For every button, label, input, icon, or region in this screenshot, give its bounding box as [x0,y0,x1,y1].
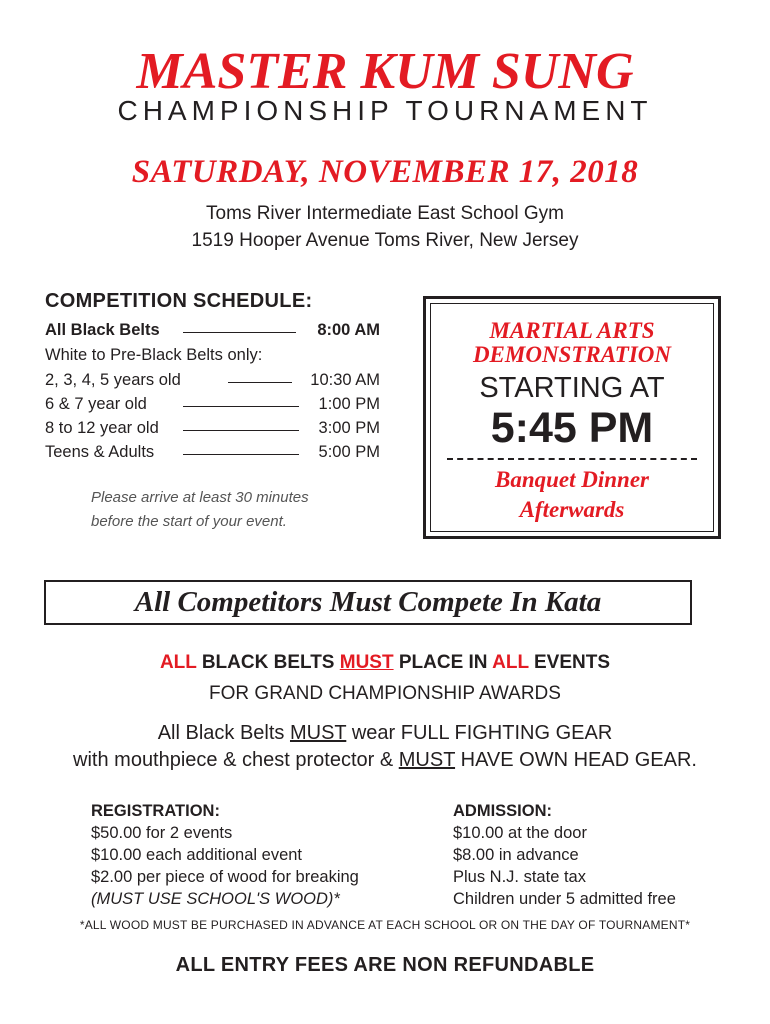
admission-item: $8.00 in advance [453,846,579,864]
admission-section [453,800,676,910]
arrival-note-line: before the start of your event. [91,513,287,530]
schedule-row-label: 8 to 12 year old [45,419,159,437]
arrival-note-line: Please arrive at least 30 minutes [91,489,309,506]
registration-section [91,800,359,910]
schedule-row-label: Teens & Adults [45,443,155,461]
admission-item: $10.00 at the door [453,824,587,842]
gear-must: MUST [289,722,347,744]
wood-purchase-note: *ALL WOOD MUST BE PURCHASED IN ADVANCE AT EACH SCHOOL OR ON THE DAY OF TOURNAMENT* [79,918,691,932]
emphasis-all: ALL [492,652,529,673]
schedule-row-time: 8:00 AM [317,321,380,339]
gear-text: wear FULL FIGHTING GEAR [346,722,613,744]
gear-text: HAVE OWN HEAD GEAR. [455,749,697,771]
leader-line [183,332,296,333]
kata-banner: All Competitors Must Compete In Kata [44,580,692,625]
gear-text: with mouthpiece & chest protector & [73,749,399,771]
non-refundable-notice: ALL ENTRY FEES ARE NON REFUNDABLE [175,954,595,976]
schedule-row-time: 10:30 AM [310,371,380,389]
schedule-row-time: 1:00 PM [318,395,380,413]
schedule-row-label: 6 & 7 year old [45,395,147,413]
emphasis-all: ALL [159,652,197,673]
gear-text: All Black Belts [157,722,290,744]
leader-line [228,382,292,383]
demonstration-box [423,296,721,539]
registration-item: $10.00 each additional event [91,846,303,864]
gear-must: MUST [398,749,456,771]
schedule-row [45,440,380,464]
leader-line [183,430,299,431]
banquet-note: Banquet Dinner [494,467,649,492]
schedule-row-label: White to Pre-Black Belts only: [45,346,263,364]
schedule-row [45,343,380,367]
registration-item: $2.00 per piece of wood for breaking [91,868,359,886]
rule-text: BLACK BELTS [201,652,335,673]
schedule-row-time: 5:00 PM [318,443,380,461]
banquet-note: Afterwards [519,497,625,522]
demonstration-time: 5:45 PM [490,404,654,452]
schedule-row-label: 2, 3, 4, 5 years old [45,371,181,389]
demonstration-title: MARTIAL ARTS [489,318,655,343]
registration-heading: REGISTRATION: [91,802,220,820]
demonstration-title: DEMONSTRATION [472,342,672,367]
rule-text: PLACE IN [398,652,488,673]
gear-requirement-line [0,747,770,773]
admission-heading: ADMISSION: [453,802,552,820]
admission-item: Children under 5 admitted free [453,890,676,908]
registration-item: (MUST USE SCHOOL'S WOOD)* [91,890,340,908]
schedule-row-label: All Black Belts [45,321,160,339]
leader-line [183,406,299,407]
schedule-row [45,416,380,440]
gear-requirement-line [0,720,770,746]
arrival-note [91,486,309,534]
schedule-heading: COMPETITION SCHEDULE: [45,290,313,312]
emphasis-must: MUST [339,652,394,673]
registration-item: $50.00 for 2 events [91,824,233,842]
schedule-row-time: 3:00 PM [318,419,380,437]
grand-championship-line: FOR GRAND CHAMPIONSHIP AWARDS [209,683,561,704]
schedule-row [45,392,380,416]
venue-address: 1519 Hooper Avenue Toms River, New Jersey [191,230,579,251]
event-date: SATURDAY, NOVEMBER 17, 2018 [131,154,639,190]
event-title: MASTER KUM SUNG [136,43,634,100]
venue-name: Toms River Intermediate East School Gym [206,203,564,224]
demonstration-starting-label: STARTING AT [479,372,665,404]
event-subtitle: CHAMPIONSHIP TOURNAMENT [117,95,653,126]
rule-text: EVENTS [534,652,611,673]
leader-line [183,454,299,455]
admission-item: Plus N.J. state tax [453,868,586,886]
schedule-row [45,368,380,392]
demonstration-box-inner-border [430,303,714,532]
dashed-divider [447,458,697,460]
black-belts-rule [0,650,770,676]
schedule-row [45,318,380,342]
